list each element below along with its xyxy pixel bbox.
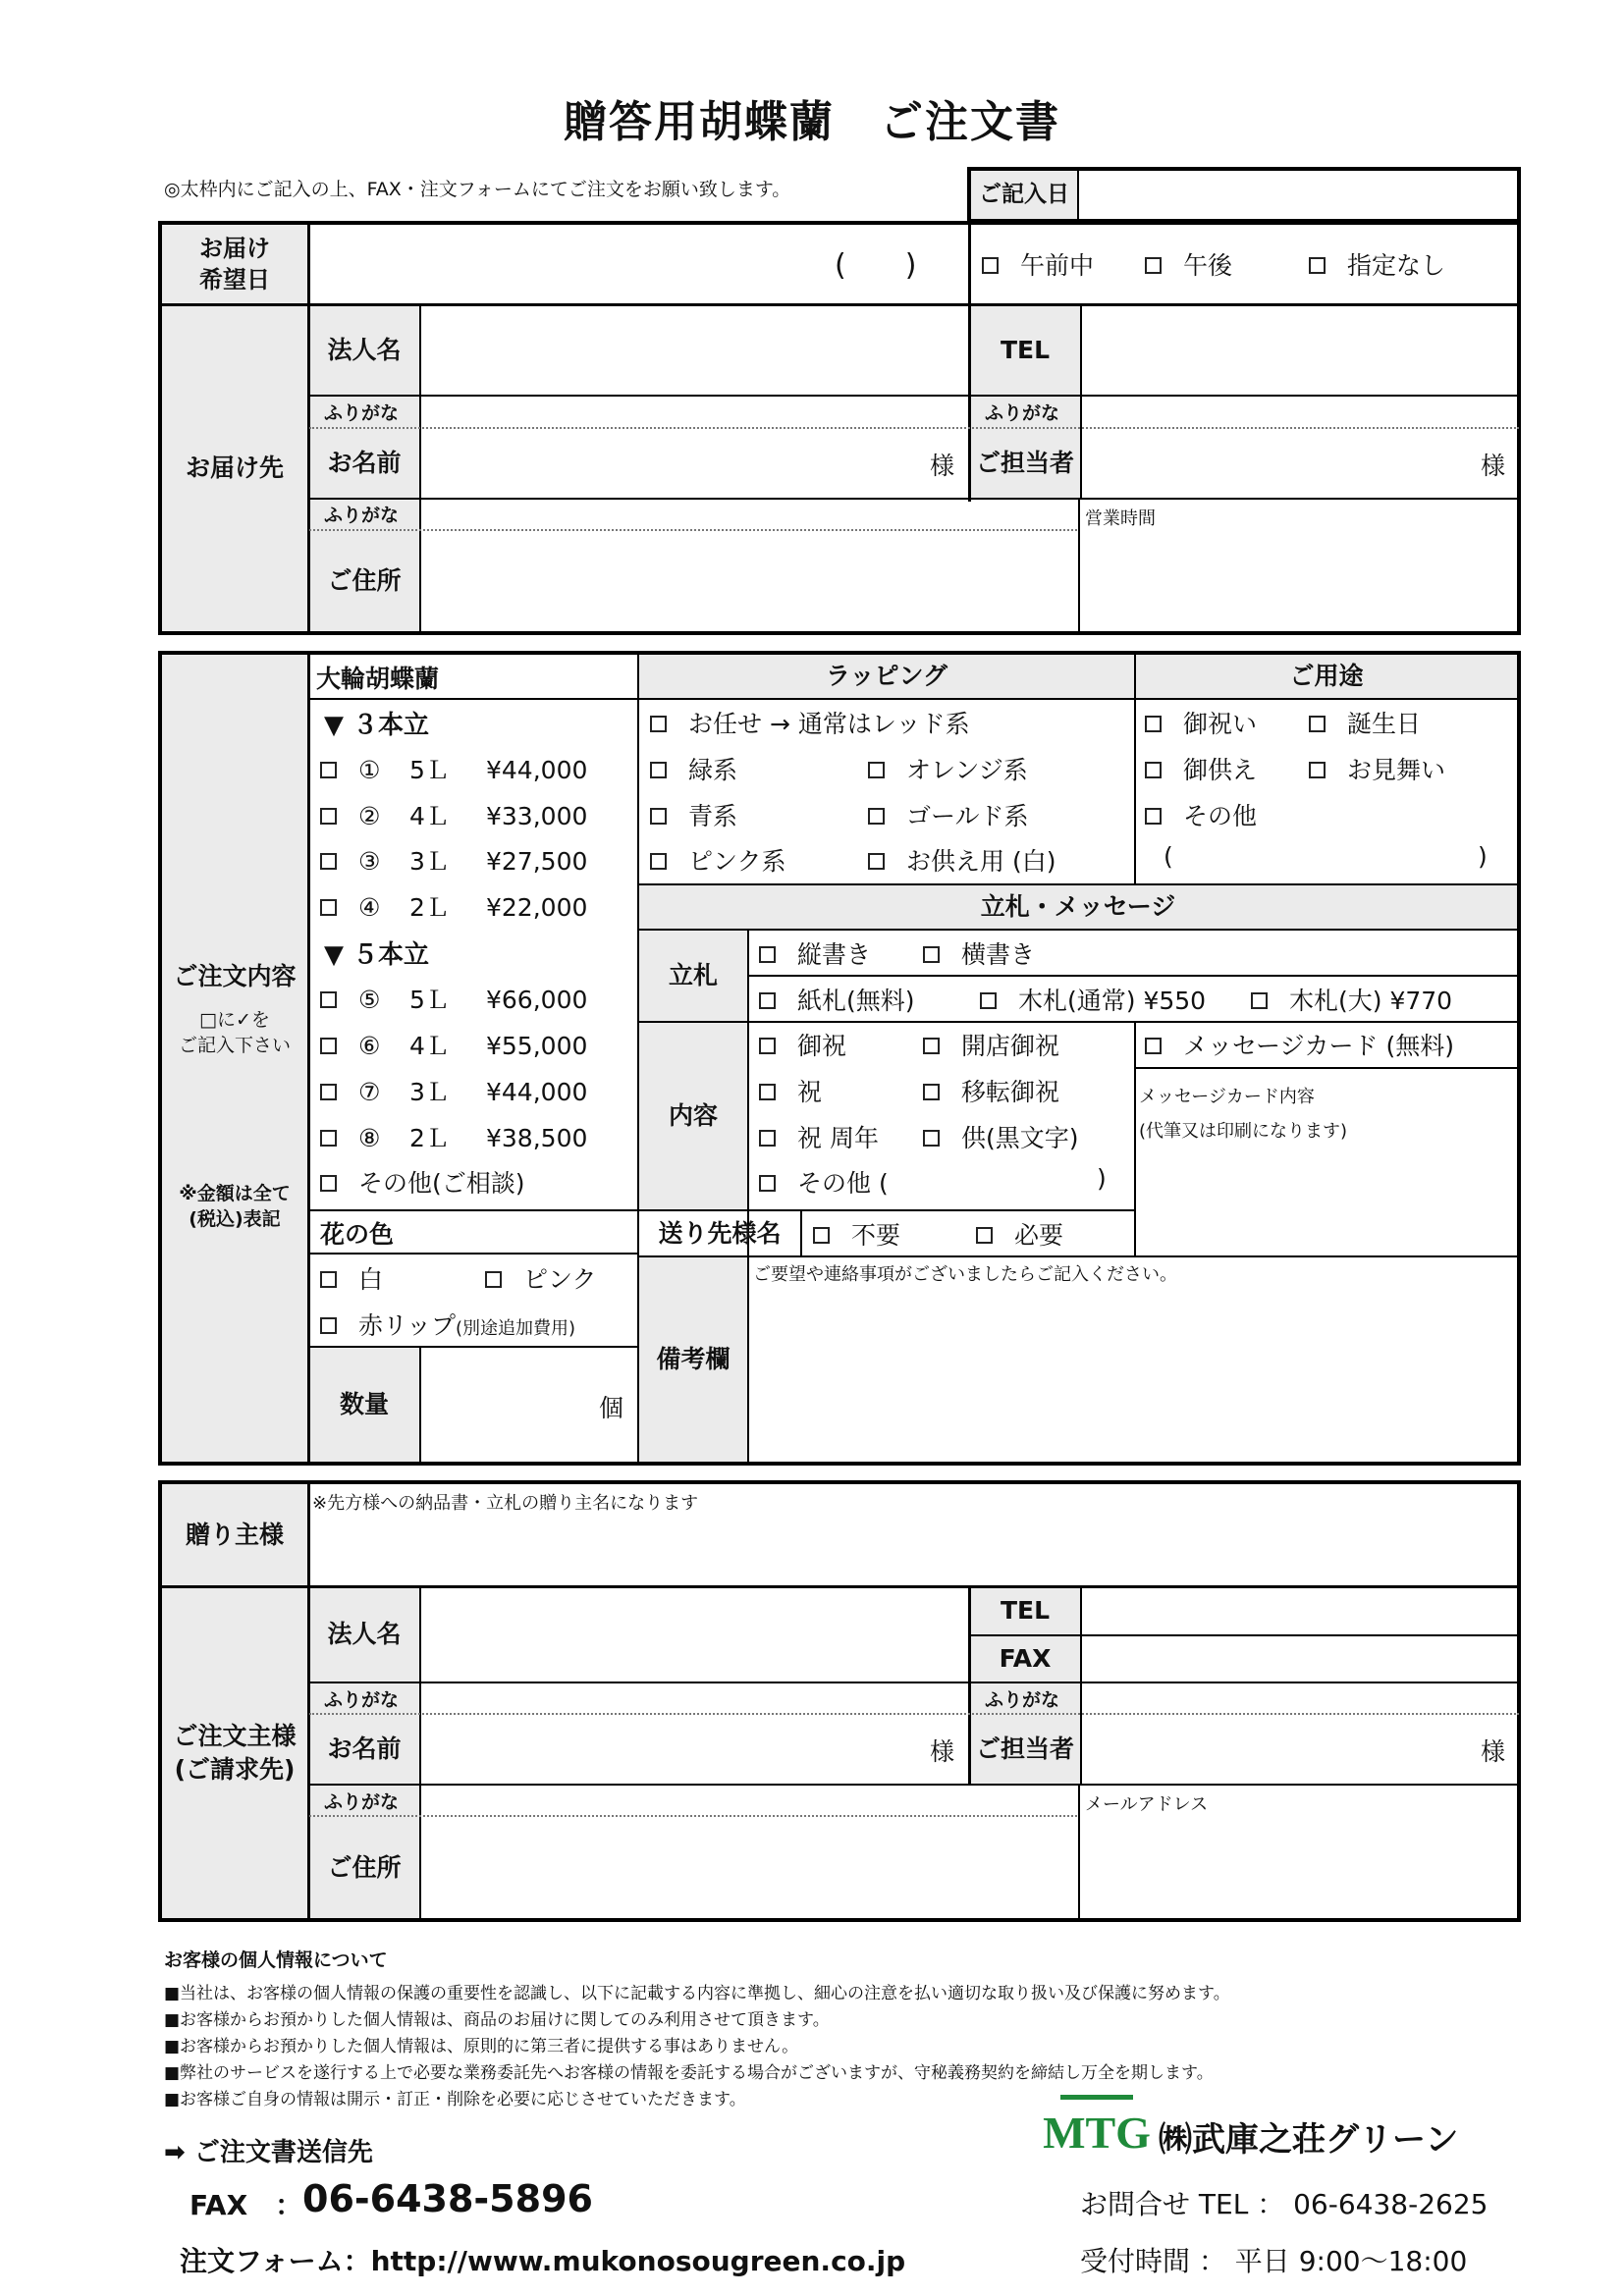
purpose-get-well[interactable]: お見舞い (1309, 751, 1445, 786)
checkbox-icon (320, 1084, 337, 1100)
instruction-text: ◎太枠内にご記入の上、FAX・注文フォームにてご注文をお願い致します。 (164, 179, 791, 200)
checkbox-icon (1145, 257, 1162, 274)
delivery-time-am[interactable]: 午前中 (982, 246, 1094, 282)
privacy-line: ■お客様からお預かりした個人情報は、商品のお届けに関してのみ利用させて頂きます。 (164, 2010, 830, 2030)
dest-name-label: 送り先様名 (658, 1218, 782, 1248)
purpose-celebration[interactable]: 御祝い (1145, 705, 1257, 740)
recipient-tel-input[interactable] (1082, 305, 1517, 395)
orderer-tel-input[interactable] (1082, 1587, 1517, 1634)
checkbox-icon (320, 808, 337, 825)
checkbox-icon (485, 1271, 502, 1288)
order-item-7[interactable]: ⑦ 3Ｌ ¥44,000 (320, 1073, 587, 1108)
wrapping-green[interactable]: 緑系 (650, 751, 737, 786)
quantity-unit: 個 (599, 1394, 624, 1422)
checkbox-icon (1145, 762, 1162, 778)
group-3-header: ▼ ３本立 (324, 711, 430, 740)
orderer-contact-sama: 様 (1481, 1737, 1506, 1766)
privacy-line: ■弊社のサービスを遂行する上で必要な業務委託先へお客様の情報を委託する場合がございますが、守秘義務契約を締結し万全を期します。 (164, 2063, 1214, 2083)
delivery-time-none[interactable]: 指定なし (1309, 246, 1445, 282)
orderer-name-input[interactable] (421, 1715, 966, 1784)
checkbox-icon (320, 1317, 337, 1334)
quantity-label: 数量 (339, 1390, 389, 1419)
company-name: ㈱武庫之荘グリーン (1159, 2120, 1459, 2160)
checkbox-icon (320, 1271, 337, 1288)
tag-label: 立札 (668, 961, 718, 990)
checkbox-icon (759, 992, 776, 1009)
wrapping-pink[interactable]: ピンク系 (650, 842, 786, 878)
checkbox-icon (923, 1038, 940, 1054)
wrapping-gold[interactable]: ゴールド系 (868, 797, 1029, 832)
wrapping-header: ラッピング (825, 662, 947, 691)
message-card-input[interactable] (1136, 1144, 1517, 1254)
delivery-time-pm[interactable]: 午後 (1145, 246, 1232, 282)
checkbox-icon (650, 808, 667, 825)
order-item-1[interactable]: ① 5Ｌ ¥44,000 (320, 751, 587, 786)
mtg-logo-icon (1043, 2089, 1151, 2160)
orderer-fax-label: FAX (999, 1644, 1052, 1674)
group-5-header: ▼ ５本立 (324, 940, 430, 970)
purpose-birthday[interactable]: 誕生日 (1309, 705, 1421, 740)
order-item-other[interactable]: その他(ご相談) (320, 1164, 525, 1200)
recipient-hours-label: 営業時間 (1085, 508, 1156, 529)
purpose-other[interactable]: その他 (1145, 797, 1257, 832)
tag-paper[interactable]: 紙札(無料) (759, 982, 915, 1017)
message-card-option[interactable]: メッセージカード (無料) (1145, 1027, 1454, 1062)
purpose-other-input[interactable] (1183, 840, 1468, 876)
orderer-contact-label: ご担当者 (975, 1735, 1074, 1764)
delivery-date-label: お届け 希望日 (199, 234, 270, 294)
checkbox-icon (759, 1084, 776, 1100)
content-iwai[interactable]: 祝 (759, 1073, 822, 1108)
send-to-form-link[interactable]: 注文フォーム：http://www.mukonosougreen.co.jp (180, 2245, 906, 2277)
orderer-contact-input[interactable] (1082, 1715, 1517, 1784)
recipient-name-input[interactable] (421, 429, 966, 498)
delivery-date-paren: ( ) (835, 248, 917, 283)
recipient-hours-input[interactable] (1082, 531, 1517, 631)
checkbox-icon (982, 257, 999, 274)
recipient-address-label: ご住所 (327, 566, 402, 596)
recipient-name-sama: 様 (930, 452, 955, 480)
sender-label: 贈り主様 (185, 1520, 284, 1549)
remarks-input[interactable] (749, 1286, 1517, 1461)
sender-input[interactable] (311, 1517, 1517, 1583)
orderer-email-input[interactable] (1082, 1817, 1517, 1918)
recipient-corp-label: 法人名 (327, 335, 402, 364)
tag-wood-normal[interactable]: 木札(通常) ¥550 (980, 982, 1206, 1017)
purpose-header: ご用途 (1289, 662, 1364, 691)
checkbox-icon (1309, 762, 1326, 778)
checkbox-icon (813, 1227, 830, 1244)
orderer-fax-input[interactable] (1082, 1636, 1517, 1682)
checkbox-icon (980, 992, 997, 1009)
send-to-fax-label: FAX ： (189, 2189, 303, 2221)
order-item-5[interactable]: ⑤ 5Ｌ ¥66,000 (320, 981, 587, 1016)
recipient-name-label: お名前 (327, 449, 402, 478)
order-item-3[interactable]: ③ 3Ｌ ¥27,500 (320, 842, 587, 878)
order-item-2[interactable]: ② 4Ｌ ¥33,000 (320, 797, 587, 832)
recipient-contact-sama: 様 (1481, 452, 1506, 480)
wrapping-orange[interactable]: オレンジ系 (868, 751, 1028, 786)
product-header: 大輪胡蝶蘭 (316, 665, 440, 693)
orderer-contact-furigana-label: ふりがな (985, 1689, 1060, 1711)
orderer-tel-label: TEL (1000, 1596, 1051, 1626)
recipient-furigana-label: ふりがな (324, 402, 400, 424)
checkbox-icon (1309, 257, 1326, 274)
checkbox-icon (1251, 992, 1268, 1009)
remarks-label: 備考欄 (656, 1345, 731, 1374)
orderer-section-label: ご注文主様 (ご請求先) (173, 1721, 297, 1784)
dest-name-no[interactable]: 不要 (813, 1216, 900, 1252)
purpose-other-paren-open: ( (1164, 842, 1173, 871)
svg-text:MTG: MTG (1043, 2108, 1151, 2158)
checkbox-icon (759, 1175, 776, 1192)
order-item-6[interactable]: ⑥ 4Ｌ ¥55,000 (320, 1027, 587, 1062)
content-offering-black[interactable]: 供(黒文字) (923, 1119, 1079, 1154)
wrapping-omakase[interactable]: お任せ → 通常はレッド系 (650, 705, 970, 740)
orderer-name-label: お名前 (327, 1735, 402, 1764)
checkbox-icon (320, 899, 337, 916)
tag-horizontal[interactable]: 横書き (923, 935, 1035, 971)
remarks-placeholder: ご要望や連絡事項がございましたらご記入ください。 (753, 1264, 1177, 1285)
color-header: 花の色 (320, 1220, 395, 1249)
content-label: 内容 (668, 1101, 718, 1131)
sender-note: ※先方様への納品書・立札の贈り主名になります (312, 1493, 699, 1514)
recipient-tel-label: TEL (1000, 335, 1051, 364)
content-opening[interactable]: 開店御祝 (923, 1027, 1059, 1062)
send-to-fax-number[interactable]: 06-6438-5896 (302, 2177, 593, 2220)
order-tax-note: ※金額は全て (税込)表記 (179, 1183, 291, 1230)
send-to-label: ➡ ご注文書送信先 (164, 2138, 373, 2167)
checkbox-icon (320, 853, 337, 870)
privacy-title: お客様の個人情報について (164, 1949, 388, 1971)
checkbox-icon (320, 1130, 337, 1147)
company-tel: お問合せ TEL ： 06-6438-2625 (1080, 2188, 1489, 2220)
privacy-line: ■お客様からお預かりした個人情報は、原則的に第三者に提供する事はありません。 (164, 2037, 799, 2056)
orderer-address-furigana-label: ふりがな (324, 1791, 400, 1813)
checkbox-icon (868, 808, 885, 825)
orderer-furigana-label: ふりがな (324, 1689, 400, 1711)
color-pink[interactable]: ピンク (485, 1260, 597, 1296)
color-white[interactable]: 白 (320, 1260, 383, 1296)
checkbox-icon (650, 716, 667, 732)
checkbox-icon (320, 991, 337, 1008)
color-red-lip[interactable]: 赤リップ(別途追加費用) (320, 1307, 575, 1342)
recipient-address-input[interactable] (421, 531, 1076, 631)
recipient-contact-label: ご担当者 (975, 449, 1074, 478)
content-relocation[interactable]: 移転御祝 (923, 1073, 1059, 1108)
checkbox-icon (320, 1175, 337, 1192)
company-logo (1043, 2089, 1151, 2160)
orderer-name-sama: 様 (930, 1737, 955, 1766)
privacy-line: ■当社は、お客様の個人情報の保護の重要性を認識し、以下に記載する内容に準拠し、細心の注意を払い適切な取り扱い及び保護に努めます。 (164, 1984, 1230, 2003)
checkbox-icon (320, 762, 337, 778)
orderer-email-label: メールアドレス (1085, 1794, 1209, 1815)
content-other[interactable]: その他 ( (759, 1164, 889, 1200)
message-card-note: (代筆又は印刷になります) (1139, 1121, 1348, 1142)
checkbox-icon (1309, 716, 1326, 732)
checkbox-icon (1145, 1038, 1162, 1054)
company-hours: 受付時間 ： 平日 9:00〜18:00 (1080, 2245, 1468, 2277)
wrapping-blue[interactable]: 青系 (650, 797, 737, 832)
orderer-corp-input[interactable] (421, 1587, 966, 1682)
message-card-content-label: メッセージカード内容 (1139, 1087, 1315, 1107)
checkbox-icon (868, 853, 885, 870)
order-item-4[interactable]: ④ 2Ｌ ¥22,000 (320, 888, 587, 924)
wrapping-offering-white[interactable]: お供え用 (白) (868, 842, 1056, 878)
orderer-corp-label: 法人名 (327, 1620, 402, 1649)
checkbox-icon (759, 1038, 776, 1054)
checkbox-icon (868, 762, 885, 778)
checkbox-icon (923, 946, 940, 963)
order-item-8[interactable]: ⑧ 2Ｌ ¥38,500 (320, 1119, 587, 1154)
entry-date-input[interactable] (1080, 171, 1517, 219)
entry-date-label: ご記入日 (979, 181, 1069, 207)
purpose-other-paren-close: ) (1478, 842, 1488, 871)
checkbox-icon (759, 946, 776, 963)
recipient-contact-furigana-label: ふりがな (985, 402, 1060, 424)
tag-wood-large[interactable]: 木札(大) ¥770 (1251, 982, 1452, 1017)
privacy-line: ■お客様ご自身の情報は開示・訂正・削除を必要に応じさせていただきます。 (164, 2090, 746, 2109)
purpose-offering[interactable]: 御供え (1145, 751, 1257, 786)
order-check-note: □に✓を ご記入下さい (178, 1009, 291, 1056)
checkbox-icon (923, 1084, 940, 1100)
recipient-contact-input[interactable] (1082, 429, 1517, 498)
checkbox-icon (923, 1130, 940, 1147)
content-other-paren-close: ) (1097, 1164, 1107, 1193)
content-anniversary[interactable]: 祝 周年 (759, 1119, 879, 1154)
tag-vertical[interactable]: 縦書き (759, 935, 871, 971)
checkbox-icon (976, 1227, 993, 1244)
order-section-label: ご注文内容 (173, 962, 297, 991)
content-oiwai[interactable]: 御祝 (759, 1027, 846, 1062)
page-title: 贈答用胡蝶蘭 ご注文書 (564, 97, 1060, 147)
checkbox-icon (650, 853, 667, 870)
checkbox-icon (650, 762, 667, 778)
checkbox-icon (1145, 716, 1162, 732)
recipient-address-furigana-label: ふりがな (324, 505, 400, 526)
dest-name-yes[interactable]: 必要 (976, 1216, 1063, 1252)
orderer-address-label: ご住所 (327, 1852, 402, 1882)
checkbox-icon (1145, 808, 1162, 825)
recipient-section-label: お届け先 (185, 454, 284, 483)
message-header: 立札・メッセージ (980, 892, 1176, 922)
checkbox-icon (759, 1130, 776, 1147)
recipient-corp-input[interactable] (421, 305, 966, 395)
checkbox-icon (320, 1038, 337, 1054)
content-other-input[interactable] (903, 1162, 1090, 1198)
orderer-address-input[interactable] (421, 1817, 1076, 1918)
